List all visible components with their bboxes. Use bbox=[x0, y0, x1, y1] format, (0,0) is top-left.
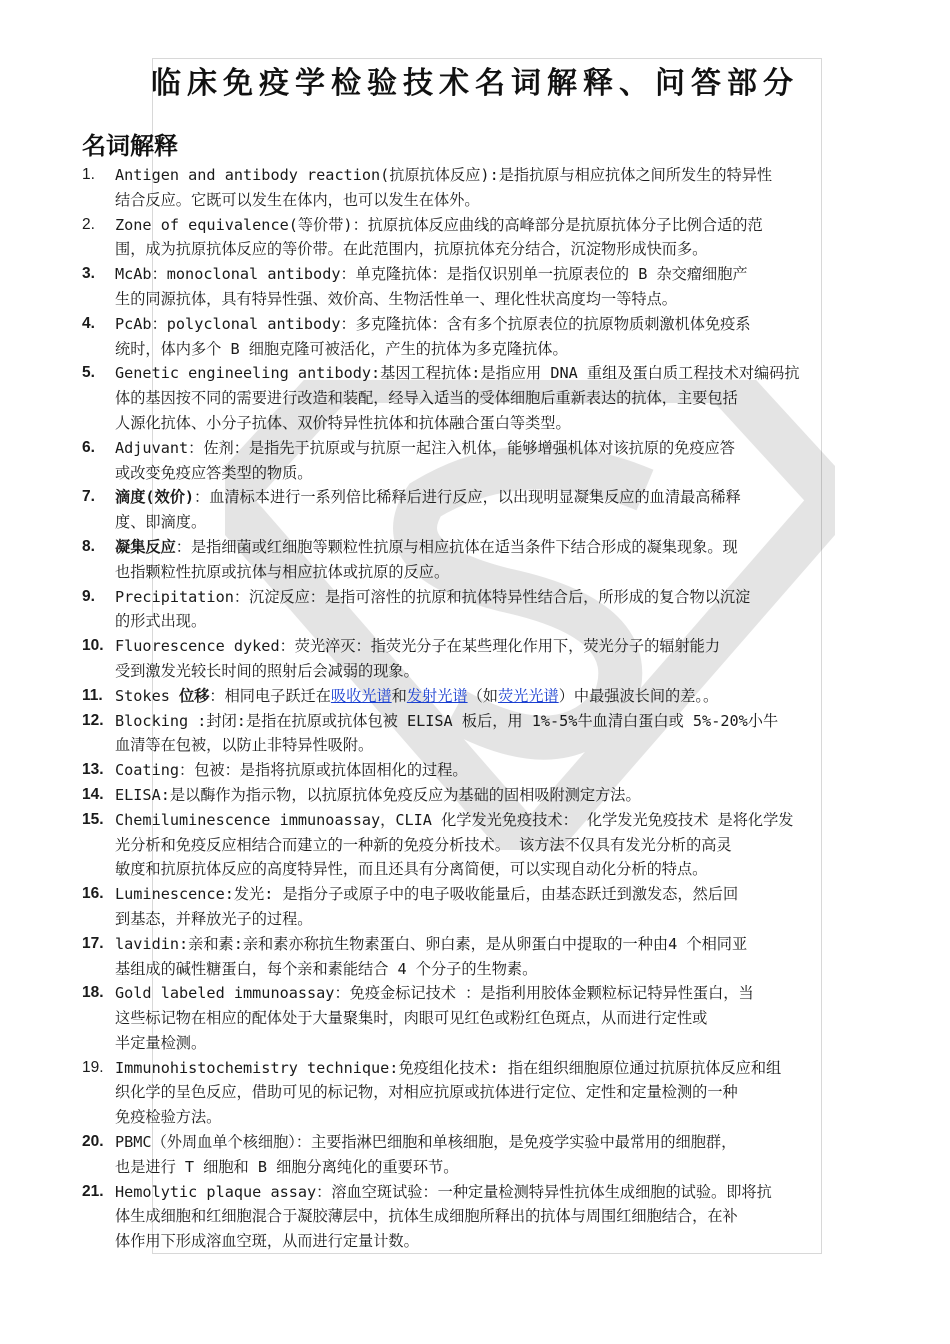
item-number: 19. bbox=[82, 1058, 104, 1076]
item-text: 滴度(效价)：血清标本进行一系列倍比稀释后进行反应，以出现明显凝集反应的血清最高稀释 度、即滴度。 bbox=[115, 488, 741, 532]
item-text: Fluorescence dyked：荧光淬灭：指荧光分子在某些理化作用下，荧光分子的辐射能力 受到激发光较长时间的照射后会减弱的现象。 bbox=[115, 637, 721, 680]
item-number: 20. bbox=[82, 1133, 104, 1151]
item-text: PBMC（外周血单个核细胞）：主要指淋巴细胞和单核细胞，是免疫学实验中最常用的细胞群， 也是进行 T 细胞和 B 细胞分离纯化的重要环节。 bbox=[115, 1133, 737, 1176]
item-number: 12. bbox=[82, 711, 104, 729]
item-text: Hemolytic plaque assay：溶血空斑试验：一种定量检测特异性抗体生成细胞的试验。即将抗 体生成细胞和红细胞混合于凝胶薄层中，抗体生成细胞所释出的抗体与周围红细胞结合，在补 体作用下形成溶血空斑，从而进行定量计数。 bbox=[115, 1182, 772, 1251]
item-number: 5. bbox=[82, 364, 95, 382]
list-item bbox=[82, 361, 894, 435]
item-number: 4. bbox=[82, 314, 95, 332]
item-text: Gold labeled immunoassay：免疫金标记技术 ：是指利用胶体金颗粒标记特异性蛋白，当 这些标记物在相应的配体处于大量聚集时，肉眼可见红色或粉红色斑点，从而进行定性或 半定量检测。 bbox=[115, 984, 754, 1052]
item-text: lavidin:亲和素:亲和素亦称抗生物素蛋白、卵白素，是从卵蛋白中提取的一种由4 个相同亚 基组成的碱性糖蛋白，每个亲和素能结合 4 个分子的生物素。 bbox=[115, 934, 748, 978]
item-text: Zone of equivalence(等价带)：抗原抗体反应曲线的高峰部分是抗原抗体分子比例合适的范 围，成为抗原抗体反应的等价带。在此范围内，抗原抗体充分结合，沉淀物形成快而多。 bbox=[115, 215, 763, 259]
item-number: 7. bbox=[82, 488, 95, 506]
list-item bbox=[82, 436, 894, 486]
item-number: 8. bbox=[82, 537, 95, 555]
list-item bbox=[82, 932, 894, 982]
item-text: McAb：monoclonal antibody：单克隆抗体：是指仅识别单一抗原表位的 B 杂交瘤细胞产 生的同源抗体，具有特异性强、效价高、生物活性单一、理化性状高度均一等特点。 bbox=[115, 265, 748, 308]
item-text: Chemiluminescence immunoassay，CLIA 化学发光免疫技术： 化学发光免疫技术 是将化学发 光分析和免疫反应相结合而建立的一种新的免疫分析技术。 该方法不仅具有发光分析的高灵 敏度和抗原抗体反应的高度特异性，而且还具有分离简便，可以实现自动化分析的特点。 bbox=[115, 810, 794, 879]
list-item bbox=[82, 1130, 894, 1180]
item-number: 17. bbox=[82, 934, 104, 952]
item-text: PcAb：polyclonal antibody：多克隆抗体：含有多个抗原表位的抗原物质刺激机体免疫系 统时，体内多个 B 细胞克隆可被活化，产生的抗体为多克隆抗体。 bbox=[115, 314, 751, 358]
section-title: 名词解释 bbox=[82, 131, 178, 160]
list-item bbox=[82, 709, 894, 759]
item-number: 6. bbox=[82, 438, 95, 456]
page-title: 临床免疫学检验技术名词解释、问答部分 bbox=[151, 66, 799, 101]
item-number: 18. bbox=[82, 984, 104, 1002]
term-lead: 滴度(效价) bbox=[115, 488, 195, 507]
link-emission-spectrum[interactable]: 发射光谱 bbox=[406, 686, 468, 705]
item-number: 21. bbox=[82, 1182, 104, 1200]
list-item bbox=[82, 535, 894, 585]
term-lead: 位移 bbox=[179, 686, 210, 705]
list-item bbox=[82, 634, 894, 684]
list-item bbox=[82, 758, 894, 783]
item-text: Genetic engineeling antibody:基因工程抗体:是指应用 DNA 重组及蛋白质工程技术对编码抗 体的基因按不同的需要进行改造和装配，经导入适当的受体细胞后重新表达的抗体，主要包括 人源化抗体、小分子抗体、双价特异性抗体和抗体融合蛋白等类型。 bbox=[115, 364, 800, 432]
item-number: 13. bbox=[82, 761, 104, 779]
item-number: 11. bbox=[82, 686, 103, 704]
term-lead: 凝集反应 bbox=[115, 537, 176, 556]
list-item bbox=[82, 783, 894, 808]
item-text: Stokes 位移：相同电子跃迁在吸收光谱和发射光谱（如荧光光谱）中最强波长间的差。。 bbox=[115, 686, 719, 705]
item-text: Precipitation：沉淀反应：是指可溶性的抗原和抗体特异性结合后，所形成的复合物以沉淀 的形式出现。 bbox=[115, 587, 751, 631]
list-item bbox=[82, 981, 894, 1055]
list-item bbox=[82, 163, 894, 213]
item-number: 3. bbox=[82, 265, 95, 283]
link-fluorescence-spectrum[interactable]: 荧光光谱 bbox=[497, 686, 559, 705]
item-text: Immunohistochemistry technique:免疫组化技术: 指在组织细胞原位通过抗原抗体反应和组 织化学的呈色反应，借助可见的标记物，对相应抗原或抗体进行定位、定性和定量检测的一种 免疫检验方法。 bbox=[115, 1058, 782, 1127]
item-number: 9. bbox=[82, 587, 95, 605]
list-item bbox=[82, 312, 894, 362]
item-text: Adjuvant：佐剂：是指先于抗原或与抗原一起注入机体，能够增强机体对该抗原的免疫应答 或改变免疫应答类型的物质。 bbox=[115, 438, 735, 482]
item-number: 15. bbox=[82, 810, 104, 828]
definition-list bbox=[82, 163, 894, 1254]
item-number: 1. bbox=[82, 166, 95, 183]
list-item bbox=[82, 1056, 894, 1130]
list-item bbox=[82, 213, 894, 263]
list-item bbox=[82, 882, 894, 932]
item-text: Antigen and antibody reaction(抗原抗体反应):是指抗原与相应抗体之间所发生的特异性 结合反应。它既可以发生在体内，也可以发生在体外。 bbox=[115, 166, 773, 209]
item-number: 16. bbox=[82, 885, 104, 903]
item-text: Blocking :封闭:是指在抗原或抗体包被 ELISA 板后，用 1%-5%牛血清白蛋白或 5%-20%小牛 血清等在包被，以防止非特异性吸附。 bbox=[115, 711, 779, 755]
item-text: Luminescence:发光: 是指分子或原子中的电子吸收能量后，由基态跃迁到激发态，然后回 到基态，并释放光子的过程。 bbox=[115, 885, 739, 928]
list-item bbox=[82, 808, 894, 882]
list-item bbox=[82, 262, 894, 312]
list-item bbox=[82, 485, 894, 535]
item-text: ELISA:是以酶作为指示物，以抗原抗体免疫反应为基础的固相吸附测定方法。 bbox=[115, 785, 641, 804]
list-item bbox=[82, 684, 894, 709]
item-number: 14. bbox=[82, 785, 104, 803]
item-text: Coating：包被：是指将抗原或抗体固相化的过程。 bbox=[115, 761, 468, 780]
list-item bbox=[82, 585, 894, 635]
item-number: 10. bbox=[82, 637, 104, 655]
item-number: 2. bbox=[82, 215, 95, 233]
link-absorption-spectrum[interactable]: 吸收光谱 bbox=[330, 686, 392, 705]
item-text: 凝集反应：是指细菌或红细胞等颗粒性抗原与相应抗体在适当条件下结合形成的凝集现象。现 也指颗粒性抗原或抗体与相应抗体或抗原的反应。 bbox=[115, 537, 738, 581]
list-item bbox=[82, 1180, 894, 1254]
